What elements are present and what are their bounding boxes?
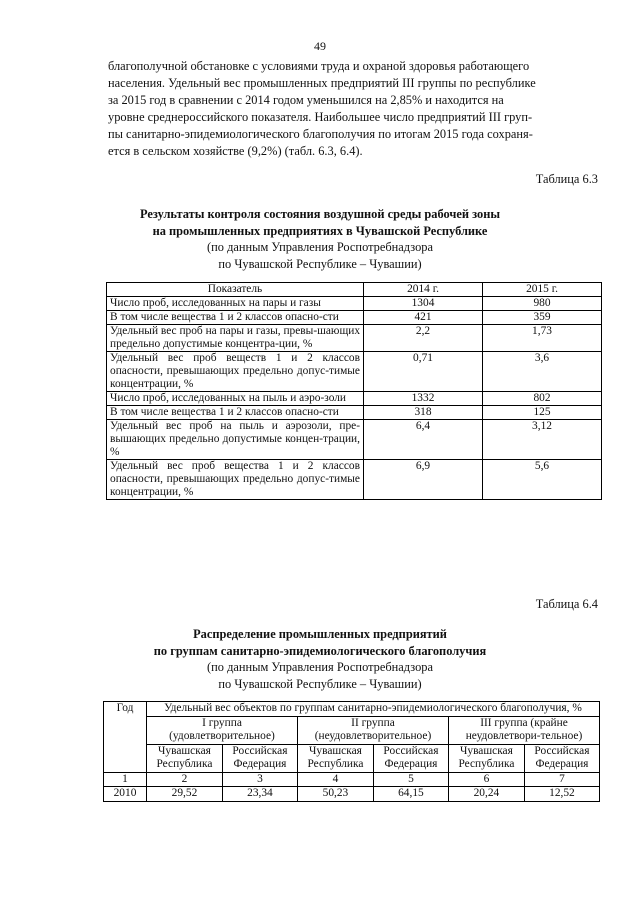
column-number: 2: [147, 772, 223, 787]
column-number: 5: [373, 772, 448, 787]
row-name: В том числе вещества 1 и 2 классов опасно-сти: [107, 311, 364, 325]
header-region: Чувашская Республика: [448, 744, 524, 772]
header-region: Российская Федерация: [524, 744, 599, 772]
value-2015: 3,12: [483, 420, 602, 460]
header-region: Чувашская Республика: [297, 744, 373, 772]
value-2014: 318: [364, 406, 483, 420]
header-year: Год: [104, 702, 147, 773]
table-6-3-title: [0, 206, 640, 272]
header-region: Российская Федерация: [373, 744, 448, 772]
column-number: 4: [297, 772, 373, 787]
table-6-4-subtitle-line: (по данным Управления Роспотребнадзора: [207, 660, 433, 674]
table-6-4-label: Таблица 6.4: [535, 597, 598, 611]
table-6-3-subtitle-line: (по данным Управления Роспотребнадзора: [207, 240, 433, 254]
intro-line: пы санитарно-эпидемиологического благополучия по итогам 2015 года сохраня-: [108, 127, 533, 141]
row-name: Удельный вес проб веществ 1 и 2 классов опасности, превышающих предельно допус-тимые концентрации, %: [107, 352, 364, 392]
table-6-3-title-line: Результаты контроля состояния воздушной среды рабочей зоны: [139, 207, 501, 221]
header-region: Российская Федерация: [222, 744, 297, 772]
header-main: Удельный вес объектов по группам санитарно-эпидемиологического благополучия, %: [147, 702, 600, 717]
header-2015: 2015 г.: [483, 283, 602, 297]
header-2014: 2014 г.: [364, 283, 483, 297]
table-6-4-subtitle-line: по Чувашской Республике – Чувашии): [218, 676, 422, 691]
value-2014: 1304: [364, 297, 483, 311]
value-2015: 5,6: [483, 460, 602, 500]
row-name: Число проб, исследованных на пары и газы: [107, 297, 364, 311]
value-2014: 6,4: [364, 420, 483, 460]
header-group-1: I группа (удовлетворительное): [147, 716, 298, 744]
value-2014: 2,2: [364, 325, 483, 352]
row-value: 29,52: [147, 787, 223, 802]
table-row: [104, 787, 600, 802]
table-header-row: [104, 702, 600, 717]
table-header-row: [107, 283, 602, 297]
table-6-4: [103, 701, 600, 802]
value-2014: 6,9: [364, 460, 483, 500]
table-row: [107, 420, 602, 460]
value-2015: 980: [483, 297, 602, 311]
row-name: В том числе вещества 1 и 2 классов опасно-сти: [107, 406, 364, 420]
row-name: Удельный вес проб вещества 1 и 2 классов опасности, превышающих предельно допус-тимые концентрации, %: [107, 460, 364, 500]
table-row: [107, 460, 602, 500]
table-row: [107, 406, 602, 420]
value-2014: 0,71: [364, 352, 483, 392]
row-name: Удельный вес проб на пары и газы, превы-шающих предельно допустимые концентра-ции, %: [107, 325, 364, 352]
column-number-row: [104, 772, 600, 787]
intro-line: населения. Удельный вес промышленных предприятий III группы по республике: [108, 76, 536, 90]
row-value: 50,23: [297, 787, 373, 802]
value-2015: 359: [483, 311, 602, 325]
row-value: 20,24: [448, 787, 524, 802]
header-indicator: Показатель: [107, 283, 364, 297]
value-2014: 421: [364, 311, 483, 325]
intro-line: уровне среднероссийского показателя. Наибольшее число предприятий III груп-: [108, 110, 533, 124]
row-year: 2010: [104, 787, 147, 802]
column-number: 3: [222, 772, 297, 787]
value-2015: 3,6: [483, 352, 602, 392]
intro-line: ется в сельском хозяйстве (9,2%) (табл. 6.3, 6.4).: [108, 144, 363, 158]
value-2015: 125: [483, 406, 602, 420]
intro-line: за 2015 год в сравнении с 2014 годом уменьшился на 2,85% и находится на: [108, 93, 504, 107]
column-number: 7: [524, 772, 599, 787]
intro-line: благополучной обстановке с условиями труда и охраной здоровья работающего: [108, 59, 530, 73]
column-number: 1: [104, 772, 147, 787]
table-6-4-title-line: Распределение промышленных предприятий: [193, 627, 447, 641]
table-row: [107, 392, 602, 406]
value-2014: 1332: [364, 392, 483, 406]
row-name: Число проб, исследованных на пыль и аэро-золи: [107, 392, 364, 406]
value-2015: 1,73: [483, 325, 602, 352]
row-value: 23,34: [222, 787, 297, 802]
table-row: [107, 297, 602, 311]
table-row: [107, 352, 602, 392]
table-header-row: [104, 716, 600, 744]
row-value: 64,15: [373, 787, 448, 802]
table-6-3: [106, 282, 602, 500]
table-6-3-subtitle-line: по Чувашской Республике – Чувашии): [218, 256, 422, 271]
table-row: [107, 311, 602, 325]
table-6-4-title-line: по группам санитарно-эпидемиологического благополучия: [153, 643, 487, 658]
page-number: 49: [314, 39, 326, 53]
table-header-row: [104, 744, 600, 772]
intro-paragraph: [108, 58, 600, 160]
header-region: Чувашская Республика: [147, 744, 223, 772]
table-6-4-title: [0, 626, 640, 692]
value-2015: 802: [483, 392, 602, 406]
table-6-3-title-line: на промышленных предприятиях в Чувашской Республике: [152, 223, 488, 238]
row-value: 12,52: [524, 787, 599, 802]
row-name: Удельный вес проб на пыль и аэрозоли, пре-вышающих предельно допустимые концен-трации, %: [107, 420, 364, 460]
header-group-2: II группа (неудовлетворительное): [297, 716, 448, 744]
column-number: 6: [448, 772, 524, 787]
header-group-3: III группа (крайне неудовлетвори-тельное): [448, 716, 599, 744]
table-row: [107, 325, 602, 352]
table-6-3-label: Таблица 6.3: [535, 172, 598, 186]
